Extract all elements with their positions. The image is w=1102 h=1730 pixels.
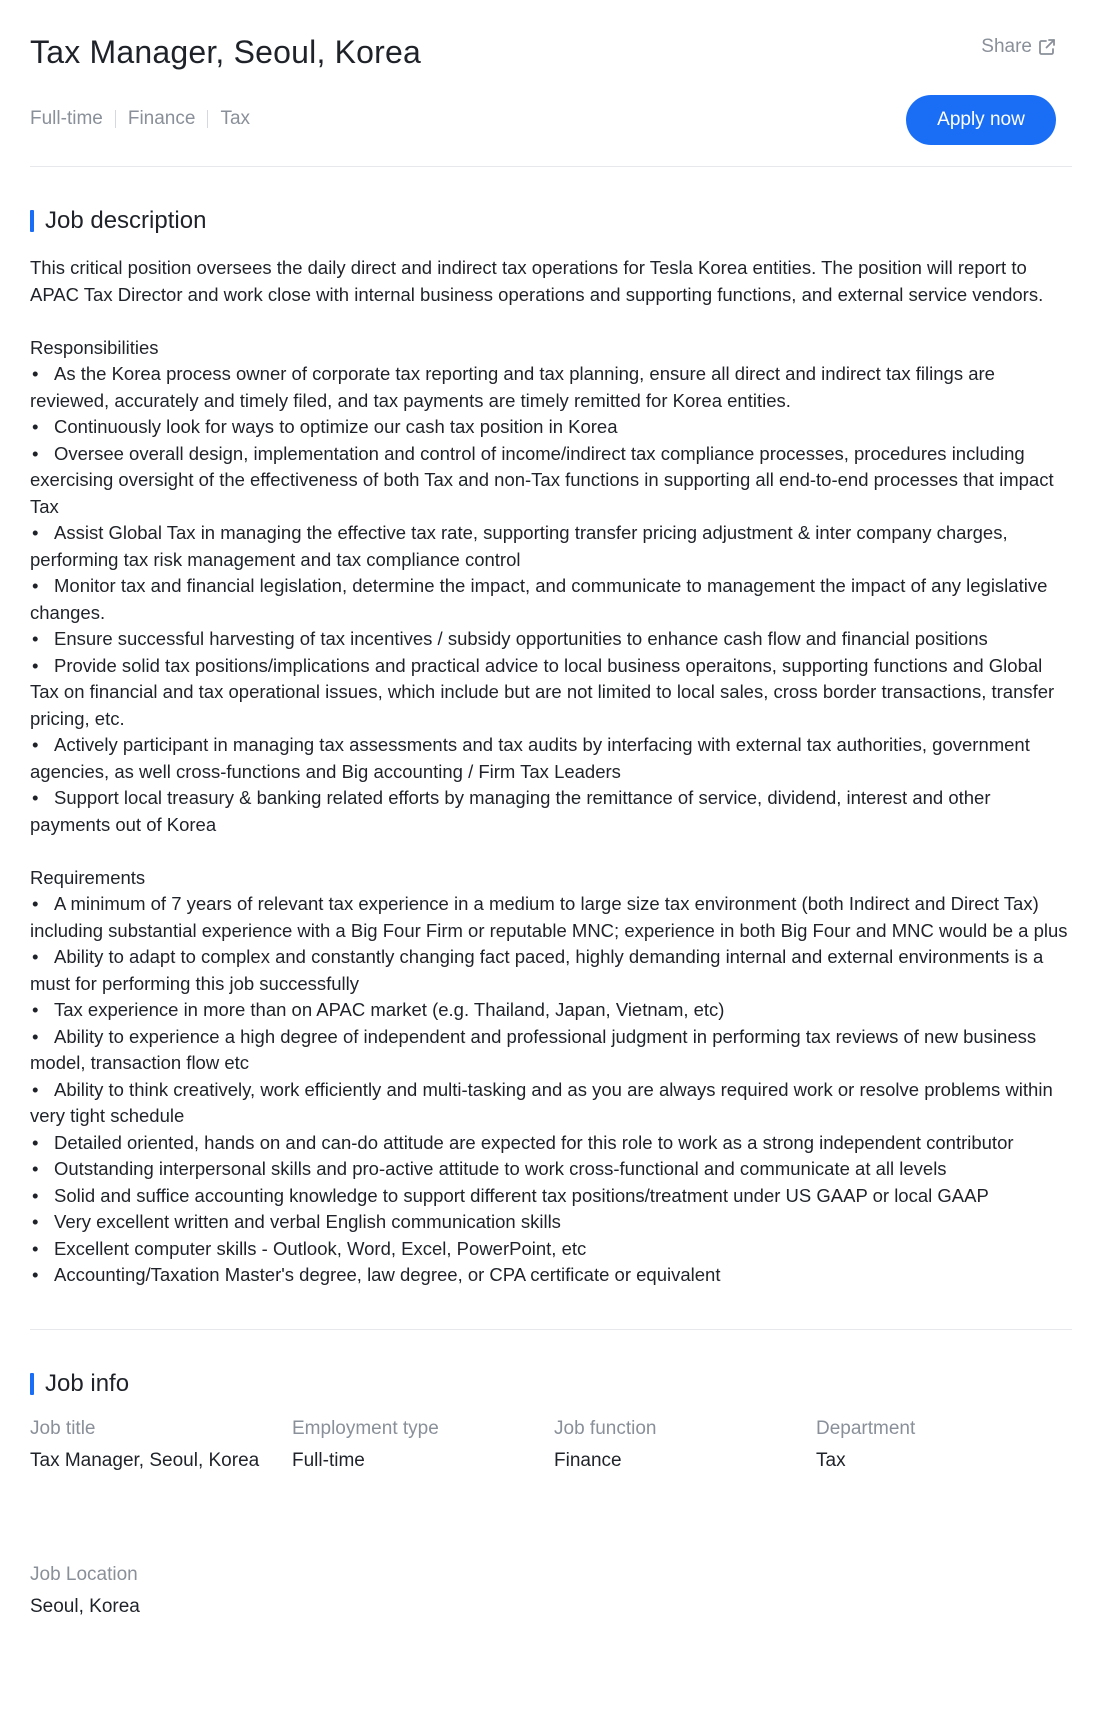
apply-now-button[interactable]: Apply now [906, 95, 1056, 145]
bullet-text: Ability to experience a high degree of independent and professional judgment in performing tax reviews of new business model, transaction flow etc [30, 1025, 1037, 1073]
info-field-employment-type [292, 1418, 554, 1472]
bullet-item [30, 1130, 1072, 1157]
bullet-text: Continuously look for ways to optimize our cash tax position in Korea [54, 416, 618, 437]
responsibilities-heading: Responsibilities [30, 336, 159, 358]
info-value: Tax [816, 1449, 846, 1471]
job-info-grid [30, 1418, 1072, 1618]
job-header [30, 0, 1072, 167]
bullet-dot: • [32, 1184, 39, 1206]
bullet-item [30, 1024, 1072, 1077]
responsibilities-list [30, 361, 1072, 838]
share-label: Share [981, 36, 1032, 57]
bullet-dot: • [32, 416, 39, 437]
bullet-dot: • [32, 654, 39, 676]
bullet-item [30, 732, 1072, 785]
info-label: Employment type [292, 1417, 439, 1439]
bullet-text: Very excellent written and verbal English communication skills [54, 1211, 561, 1232]
bullet-item [30, 626, 1072, 653]
bullet-dot: • [32, 1131, 39, 1153]
responsibilities-block [30, 335, 1072, 839]
bullet-item [30, 944, 1072, 997]
tag-divider [115, 110, 116, 128]
bullet-item [30, 1209, 1072, 1236]
info-field-job-function [554, 1418, 816, 1472]
bullet-text: Oversee overall design, implementation and control of income/indirect tax compliance processes, procedures including exercising oversight of the effectiveness of both Tax and non-Tax functions in supporting all end-to-end processes that impact Tax [30, 442, 1054, 517]
bullet-dot: • [32, 893, 39, 914]
bullet-text: Ability to think creatively, work efficiently and multi-tasking and as you are always required work or resolve problems within very tight schedule [30, 1078, 1053, 1126]
bullet-dot: • [32, 522, 39, 543]
tag-function: Finance [127, 108, 196, 129]
bullet-text: Monitor tax and financial legislation, determine the impact, and communicate to management the impact of any legislative changes. [30, 575, 1048, 623]
bullet-item [30, 1077, 1072, 1130]
bullet-dot: • [32, 628, 39, 649]
bullet-text: Support local treasury & banking related efforts by managing the remittance of service, dividend, interest and other payments out of Korea [30, 787, 991, 835]
bullet-item [30, 414, 1072, 441]
bullet-text: Tax experience in more than on APAC market (e.g. Thailand, Japan, Vietnam, etc) [54, 999, 725, 1020]
info-field-department [816, 1418, 1078, 1472]
bullet-item [30, 1156, 1072, 1183]
bullet-item [30, 785, 1072, 838]
share-button[interactable] [981, 36, 1056, 58]
bullet-text: Outstanding interpersonal skills and pro-active attitude to work cross-functional and communicate at all levels [54, 1158, 947, 1179]
bullet-text: As the Korea process owner of corporate tax reporting and tax planning, ensure all direct and indirect tax filings are reviewed, accurately and timely filed, and tax payments are timely remitted for Korea entities. [30, 363, 995, 411]
bullet-text: Assist Global Tax in managing the effective tax rate, supporting transfer pricing adjustment & inter company charges, performing tax risk management and tax compliance control [30, 522, 1008, 570]
page-title: Tax Manager, Seoul, Korea [30, 34, 422, 70]
info-field-job-location [30, 1564, 292, 1618]
bullet-item [30, 441, 1072, 521]
bullet-item [30, 361, 1072, 414]
info-value: Tax Manager, Seoul, Korea [30, 1449, 260, 1471]
info-label: Job function [554, 1417, 657, 1439]
bullet-text: Actively participant in managing tax assessments and tax audits by interfacing with external tax authorities, government agencies, as well cross-functions and Big accounting / Firm Tax Leaders [30, 734, 1030, 782]
bullet-text: Ability to adapt to complex and constantly changing fact paced, highly demanding internal and external environments is a must for performing this job successfully [30, 946, 1044, 994]
info-label: Department [816, 1417, 916, 1439]
bullet-dot: • [32, 734, 39, 755]
job-tags [30, 108, 250, 130]
bullet-text: Solid and suffice accounting knowledge to support different tax positions/treatment under US GAAP or local GAAP [54, 1184, 989, 1206]
section-heading-label: Job description [45, 207, 207, 234]
info-value: Full-time [292, 1449, 365, 1471]
bullet-dot: • [32, 1025, 39, 1047]
bullet-text: Detailed oriented, hands on and can-do attitude are expected for this role to work as a strong independent contributor [54, 1131, 1014, 1153]
bullet-dot: • [32, 1078, 39, 1100]
requirements-block [30, 865, 1072, 1289]
bullet-dot: • [32, 999, 39, 1020]
section-heading [30, 1370, 1072, 1398]
tag-department: Tax [220, 108, 251, 129]
share-external-icon [1038, 38, 1056, 56]
bullet-dot: • [32, 1211, 39, 1232]
bullet-item [30, 653, 1072, 733]
bullet-item [30, 520, 1072, 573]
tag-employment-type: Full-time [30, 108, 103, 129]
bullet-dot: • [32, 1237, 39, 1259]
job-description-section [30, 167, 1072, 1330]
bullet-item [30, 1262, 1072, 1289]
job-description-body [30, 255, 1072, 1289]
bullet-text: Provide solid tax positions/implications and practical advice to local business operaitons, supporting functions and Global Tax on financial and tax operational issues, which include but are not limited to local sales, cross border transactions, transfer pricing, etc. [30, 654, 1055, 729]
info-field-job-title [30, 1418, 292, 1472]
bullet-dot: • [32, 1264, 39, 1285]
section-accent-bar [30, 210, 34, 232]
bullet-item [30, 1183, 1072, 1210]
bullet-text: Accounting/Taxation Master's degree, law degree, or CPA certificate or equivalent [54, 1264, 721, 1285]
intro-paragraph: This critical position oversees the daily direct and indirect tax operations for Tesla Korea entities. The position will report to APAC Tax Director and work close with internal business operations and supporting functions, and external service vendors. [30, 257, 1044, 305]
info-label: Job title [30, 1417, 96, 1439]
bullet-item [30, 997, 1072, 1024]
bullet-dot: • [32, 787, 39, 808]
bullet-item [30, 573, 1072, 626]
tag-divider [207, 110, 208, 128]
bullet-dot: • [32, 946, 39, 967]
info-value: Seoul, Korea [30, 1595, 140, 1617]
info-label: Job Location [30, 1563, 138, 1585]
bullet-item [30, 1236, 1072, 1263]
bullet-dot: • [32, 442, 39, 464]
bullet-dot: • [32, 1158, 39, 1179]
job-info-section [30, 1330, 1072, 1618]
section-heading [30, 207, 1072, 235]
requirements-list [30, 891, 1072, 1289]
bullet-text: A minimum of 7 years of relevant tax experience in a medium to large size tax environment (both Indirect and Direct Tax) including substantial experience with a Big Four Firm or reputable MNC; experience in both Big Four and MNC would be a plus [30, 893, 1068, 941]
bullet-text: Ensure successful harvesting of tax incentives / subsidy opportunities to enhance cash flow and financial positions [54, 628, 988, 649]
bullet-text: Excellent computer skills - Outlook, Word, Excel, PowerPoint, etc [54, 1237, 587, 1259]
info-value: Finance [554, 1449, 622, 1471]
section-heading-label: Job info [45, 1369, 130, 1397]
bullet-dot: • [32, 363, 39, 384]
requirements-heading: Requirements [30, 866, 146, 888]
bullet-item [30, 891, 1072, 944]
section-accent-bar [30, 1373, 34, 1395]
bullet-dot: • [32, 575, 39, 596]
